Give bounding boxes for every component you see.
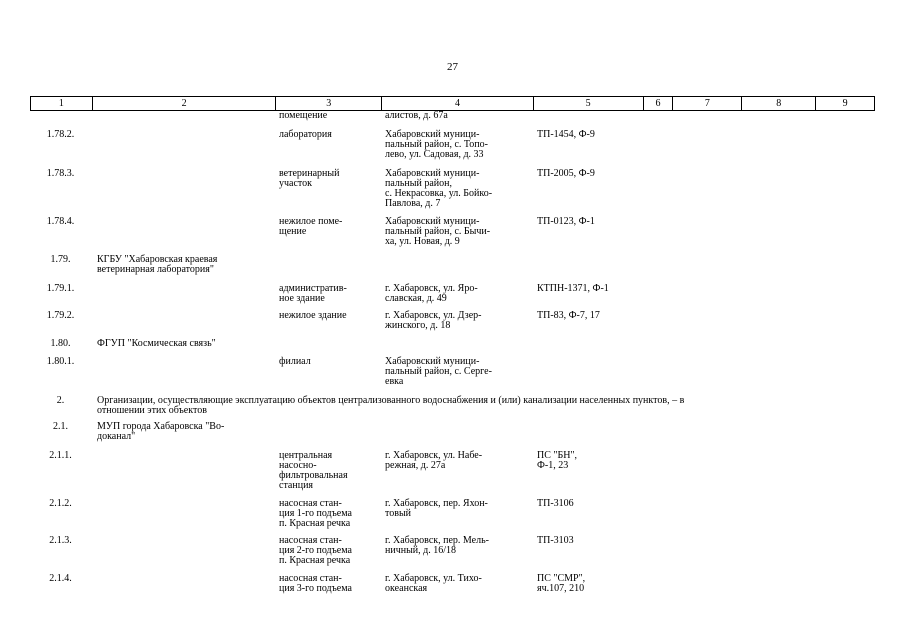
- row-number: 2.1.: [53, 421, 68, 432]
- power-source: [533, 357, 643, 392]
- row-number: 1.80.1.: [46, 356, 75, 367]
- object-name: лаборатория: [279, 129, 332, 140]
- object-name: помещение: [279, 110, 328, 121]
- power-source: ПС "БН", Ф-1, 23: [537, 450, 578, 471]
- object-address: Хабаровский муници- пальный район, с. Серге- евка: [385, 356, 492, 387]
- row-number: 1.78.4.: [46, 216, 75, 227]
- object-address: г. Хабаровск, пер. Яхон- товый: [385, 498, 488, 519]
- object-address: Хабаровский муници- пальный район, с. Некрасовка, ул. Бойко- Павлова, д. 7: [385, 168, 493, 209]
- object-address: Хабаровский муници- пальный район, с. Бычи- ха, ул. Новая, д. 9: [385, 216, 491, 247]
- table-row: [30, 392, 875, 418]
- power-source: КТПН-1371, Ф-1: [537, 283, 609, 294]
- table-row: [30, 280, 875, 307]
- table-row: [30, 447, 875, 495]
- table-row: [30, 353, 875, 392]
- table-row: [30, 570, 875, 594]
- power-source: [533, 422, 643, 447]
- organization-name: [91, 451, 275, 495]
- table-row: [30, 307, 875, 335]
- table-row: [30, 111, 875, 126]
- table-body: [30, 111, 875, 594]
- header-col-5: 5: [533, 97, 643, 110]
- header-col-4: 4: [381, 97, 533, 110]
- row-number: 2.1.4.: [49, 573, 72, 584]
- row-number: 1.79.: [50, 254, 71, 265]
- row-number: [30, 111, 91, 126]
- table-row: [30, 213, 875, 251]
- object-name: насосная стан- ция 3-го подъема: [279, 573, 352, 594]
- row-number: 1.79.2.: [46, 310, 75, 321]
- table-row: [30, 251, 875, 280]
- organization-name: [91, 169, 275, 213]
- table-header: [30, 96, 875, 111]
- object-name: ветеринарный участок: [279, 168, 340, 189]
- power-source: ТП-1454, Ф-9: [537, 129, 595, 140]
- power-source: ТП-3106: [537, 498, 574, 509]
- organization-name: КГБУ "Хабаровская краевая ветеринарная лаборатория": [97, 254, 218, 275]
- organization-name: [91, 111, 275, 126]
- header-col-7: 7: [672, 97, 741, 110]
- power-source: ПС "СМР", яч.107, 210: [537, 573, 586, 594]
- row-number: 2.: [56, 395, 65, 406]
- object-name: [275, 255, 381, 280]
- object-name: нежилое поме- щение: [279, 216, 343, 237]
- table-row: [30, 165, 875, 213]
- object-address: [381, 339, 533, 353]
- section-description: Организации, осуществляющие эксплуатацию объектов централизованного водоснабжения и (или) канализации населенных пунктов, – в отношении этих объектов: [97, 395, 685, 416]
- row-number: 1.78.3.: [46, 168, 75, 179]
- object-name: [275, 422, 381, 447]
- power-source: [533, 111, 643, 126]
- object-name: административ- ное здание: [279, 283, 347, 304]
- object-name: филиал: [279, 356, 311, 367]
- object-name: нежилое здание: [279, 310, 347, 321]
- organization-name: [91, 217, 275, 251]
- organization-name: МУП города Хабаровска "Во- доканал": [97, 421, 225, 442]
- power-source: [533, 255, 643, 280]
- power-source: ТП-3103: [537, 535, 574, 546]
- object-address: г. Хабаровск, ул. Яро- славская, д. 49: [385, 283, 478, 304]
- object-address: [381, 422, 533, 447]
- row-number: 2.1.1.: [49, 450, 72, 461]
- object-address: г. Хабаровск, пер. Мель- ничный, д. 16/18: [385, 535, 489, 556]
- header-col-3: 3: [275, 97, 381, 110]
- row-number: 1.78.2.: [46, 129, 75, 140]
- table-row: [30, 418, 875, 447]
- object-name: насосная стан- ция 2-го подъема п. Красная речка: [279, 535, 352, 566]
- power-source: ТП-2005, Ф-9: [537, 168, 595, 179]
- power-source: ТП-83, Ф-7, 17: [537, 310, 600, 321]
- header-col-9: 9: [815, 97, 874, 110]
- table-row: [30, 532, 875, 570]
- organization-name: [91, 574, 275, 594]
- page-number: 27: [447, 61, 458, 73]
- object-address: [381, 255, 533, 280]
- organization-name: [91, 499, 275, 532]
- header-col-2: 2: [92, 97, 276, 110]
- row-number: 2.1.2.: [49, 498, 72, 509]
- table-row: [30, 126, 875, 165]
- header-col-1: 1: [58, 98, 64, 109]
- row-number: 1.80.: [50, 338, 71, 349]
- object-address: г. Хабаровск, ул. Набе- режная, д. 27а: [385, 450, 483, 471]
- object-name: центральная насосно- фильтровальная станция: [279, 450, 348, 491]
- power-source: [533, 339, 643, 353]
- organization-name: [91, 311, 275, 335]
- table-row: [30, 335, 875, 353]
- power-source: ТП-0123, Ф-1: [537, 216, 595, 227]
- organization-name: ФГУП "Космическая связь": [97, 338, 216, 349]
- object-address: г. Хабаровск, ул. Дзер- жинского, д. 18: [385, 310, 482, 331]
- header-col-6: 6: [643, 97, 673, 110]
- table-row: [30, 495, 875, 532]
- organization-name: [91, 284, 275, 307]
- header-col-8: 8: [741, 97, 815, 110]
- row-number: 1.79.1.: [46, 283, 75, 294]
- object-name: [275, 339, 381, 353]
- object-address: Хабаровский муници- пальный район, с. Топо- лево, ул. Садовая, д. 33: [385, 129, 488, 160]
- organization-name: [91, 130, 275, 165]
- object-address: г. Хабаровск, ул. Тихо- океанская: [385, 573, 482, 594]
- object-address: алистов, д. 67а: [385, 110, 448, 121]
- organization-name: [91, 536, 275, 570]
- organization-name: [91, 357, 275, 392]
- object-name: насосная стан- ция 1-го подъема п. Красная речка: [279, 498, 352, 529]
- row-number: 2.1.3.: [49, 535, 72, 546]
